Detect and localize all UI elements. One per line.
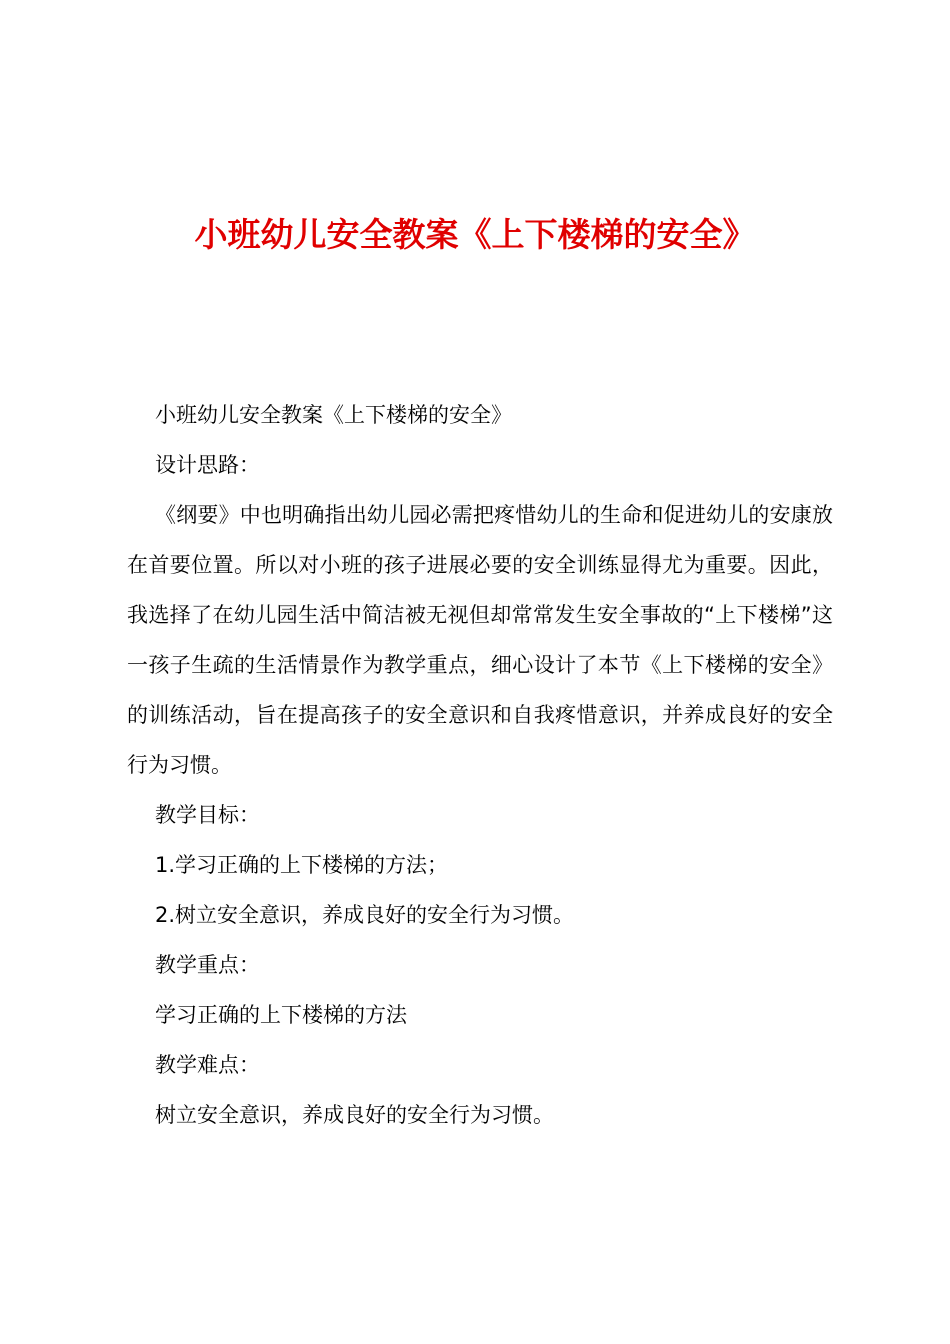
document-body [127,390,833,1140]
goal-item-1: 1.学习正确的上下楼梯的方法； [155,853,449,877]
difficulty-heading: 教学难点： [155,1053,260,1077]
key-point-text: 学习正确的上下楼梯的方法 [155,1003,407,1027]
document-title: 小班幼儿安全教案《上下楼梯的安全》 [194,215,756,254]
design-heading: 设计思路： [155,453,260,477]
difficulty-text: 树立安全意识，养成良好的安全行为习惯。 [155,1103,554,1127]
design-paragraph: 《纲要》中也明确指出幼儿园必需把疼惜幼儿的生命和促进幼儿的安康放在首要位置。所以对小班的孩子进展必要的安全训练显得尤为重要。因此，我选择了在幼儿园生活中简洁被无视但却常常发生安全事故的“上下楼梯”这一孩子生疏的生活情景作为教学重点，细心设计了本节《上下楼梯的安全》的训练活动，旨在提高孩子的安全意识和自我疼惜意识，并养成良好的安全行为习惯。 [127,503,833,777]
subtitle: 小班幼儿安全教案《上下楼梯的安全》 [155,403,512,427]
goal-item-2: 2.树立安全意识，养成良好的安全行为习惯。 [155,903,575,927]
goals-heading: 教学目标： [155,803,260,827]
key-point-heading: 教学重点： [155,953,260,977]
